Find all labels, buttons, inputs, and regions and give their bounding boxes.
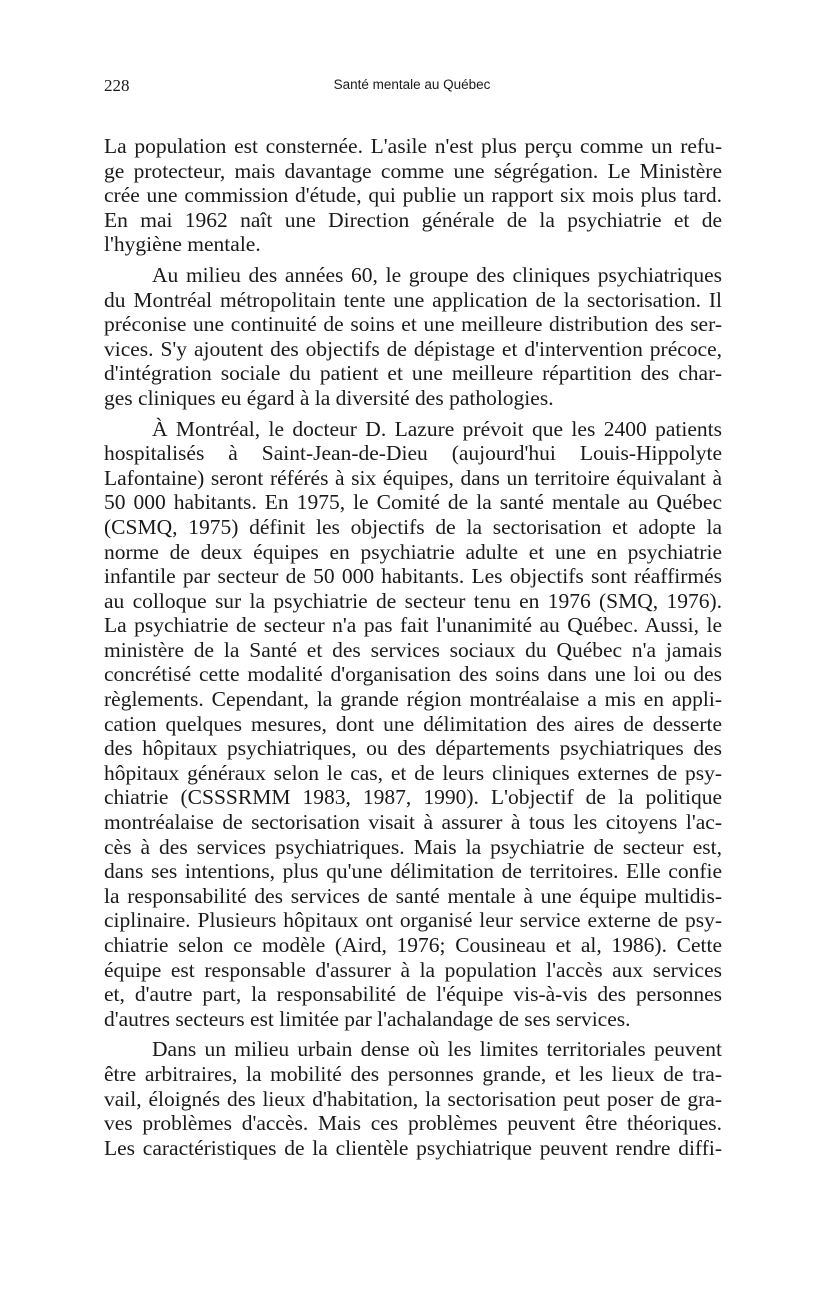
- text-line: vices. S'y ajoutent des objectifs de dépistage et d'intervention précoce,: [104, 336, 722, 361]
- text-line: infantile par secteur de 50 000 habitants. Les objectifs sont réaffirmés: [104, 564, 722, 589]
- text-line: la responsabilité des services de santé mentale à une équipe multidis-: [104, 883, 722, 908]
- text-line: La population est consternée. L'asile n'est plus perçu comme un refu-: [104, 134, 722, 158]
- text-line: norme de deux équipes en psychiatrie adulte et une en psychiatrie: [104, 539, 722, 564]
- text-line: hôpitaux généraux selon le cas, et de leurs cliniques externes de psy-: [104, 760, 722, 785]
- text-line: cès à des services psychiatriques. Mais la psychiatrie de secteur est,: [104, 834, 722, 859]
- page-number: 228: [104, 76, 130, 95]
- text-line: chiatrie (CSSSRMM 1983, 1987, 1990). L'objectif de la politique: [104, 785, 722, 810]
- text-line: ciplinaire. Plusieurs hôpitaux ont organisé leur service externe de psy-: [104, 908, 722, 933]
- text-line: équipe est responsable d'assurer à la population l'accès aux services: [104, 957, 722, 982]
- running-title: Santé mentale au Québec: [333, 77, 491, 92]
- text-line: À Montréal, le docteur D. Lazure prévoit que les 2400 patients: [152, 416, 722, 441]
- text-line: du Montréal métropolitain tente une application de la sectorisation. Il: [104, 287, 722, 312]
- text-line: Lafontaine) seront référés à six équipes, dans un territoire équivalant à: [104, 465, 722, 490]
- text-line: montréalaise de sectorisation visait à assurer à tous les citoyens l'ac-: [104, 810, 722, 835]
- text-line: au colloque sur la psychiatrie de secteur tenu en 1976 (SMQ, 1976).: [104, 588, 722, 613]
- text-line: ges cliniques eu égard à la diversité des pathologies.: [104, 385, 554, 410]
- running-header: [104, 74, 720, 98]
- text-line: dans ses intentions, plus qu'une délimitation de territoires. Elle confie: [104, 859, 722, 884]
- paragraph: [104, 417, 722, 1032]
- text-line: (CSMQ, 1975) définit les objectifs de la sectorisation et adopte la: [104, 514, 722, 539]
- text-line: préconise une continuité de soins et une meilleure distribution des ser-: [104, 312, 722, 337]
- text-line: d'intégration sociale du patient et une meilleure répartition des char-: [104, 361, 722, 386]
- text-line: crée une commission d'étude, qui publie un rapport six mois plus tard.: [104, 183, 722, 208]
- text-line: cation quelques mesures, dont une délimitation des aires de desserte: [104, 711, 722, 736]
- paragraph: [104, 1037, 722, 1160]
- text-line: des hôpitaux psychiatriques, ou des départements psychiatriques des: [104, 736, 722, 761]
- text-line: être arbitraires, la mobilité des personnes grande, et les lieux de tra-: [104, 1061, 722, 1086]
- text-line: vail, éloignés des lieux d'habitation, la sectorisation peut poser de gra-: [104, 1086, 722, 1111]
- text-line: hospitalisés à Saint-Jean-de-Dieu (aujourd'hui Louis-Hippolyte: [104, 441, 722, 466]
- text-line: d'autres secteurs est limitée par l'achalandage de ses services.: [104, 1006, 631, 1031]
- text-line: ves problèmes d'accès. Mais ces problèmes peuvent être théoriques.: [104, 1111, 722, 1136]
- body-text: [104, 134, 722, 1160]
- text-line: Au milieu des années 60, le groupe des cliniques psychiatriques: [152, 262, 722, 287]
- text-line: 50 000 habitants. En 1975, le Comité de la santé mentale au Québec: [104, 490, 722, 515]
- text-line: ge protecteur, mais davantage comme une ségrégation. Le Ministère: [104, 158, 722, 183]
- text-line: chiatrie selon ce modèle (Aird, 1976; Cousineau et al, 1986). Cette: [104, 933, 722, 957]
- paragraph: [104, 134, 722, 257]
- text-line: En mai 1962 naît une Direction générale de la psychiatrie et de: [104, 207, 722, 232]
- text-line: concrétisé cette modalité d'organisation des soins dans une loi ou des: [104, 662, 722, 687]
- text-line: et, d'autre part, la responsabilité de l'équipe vis-à-vis des personnes: [104, 982, 722, 1007]
- paragraph: [104, 263, 722, 411]
- text-line: ministère de la Santé et des services sociaux du Québec n'a jamais: [104, 637, 722, 662]
- text-line: l'hygiène mentale.: [104, 232, 261, 257]
- text-line: Dans un milieu urbain dense où les limites territoriales peuvent: [152, 1037, 722, 1062]
- text-line: Les caractéristiques de la clientèle psychiatrique peuvent rendre diffi-: [104, 1135, 722, 1160]
- text-line: La psychiatrie de secteur n'a pas fait l'unanimité au Québec. Aussi, le: [104, 613, 722, 638]
- text-line: règlements. Cependant, la grande région montréalaise a mis en appli-: [104, 687, 722, 712]
